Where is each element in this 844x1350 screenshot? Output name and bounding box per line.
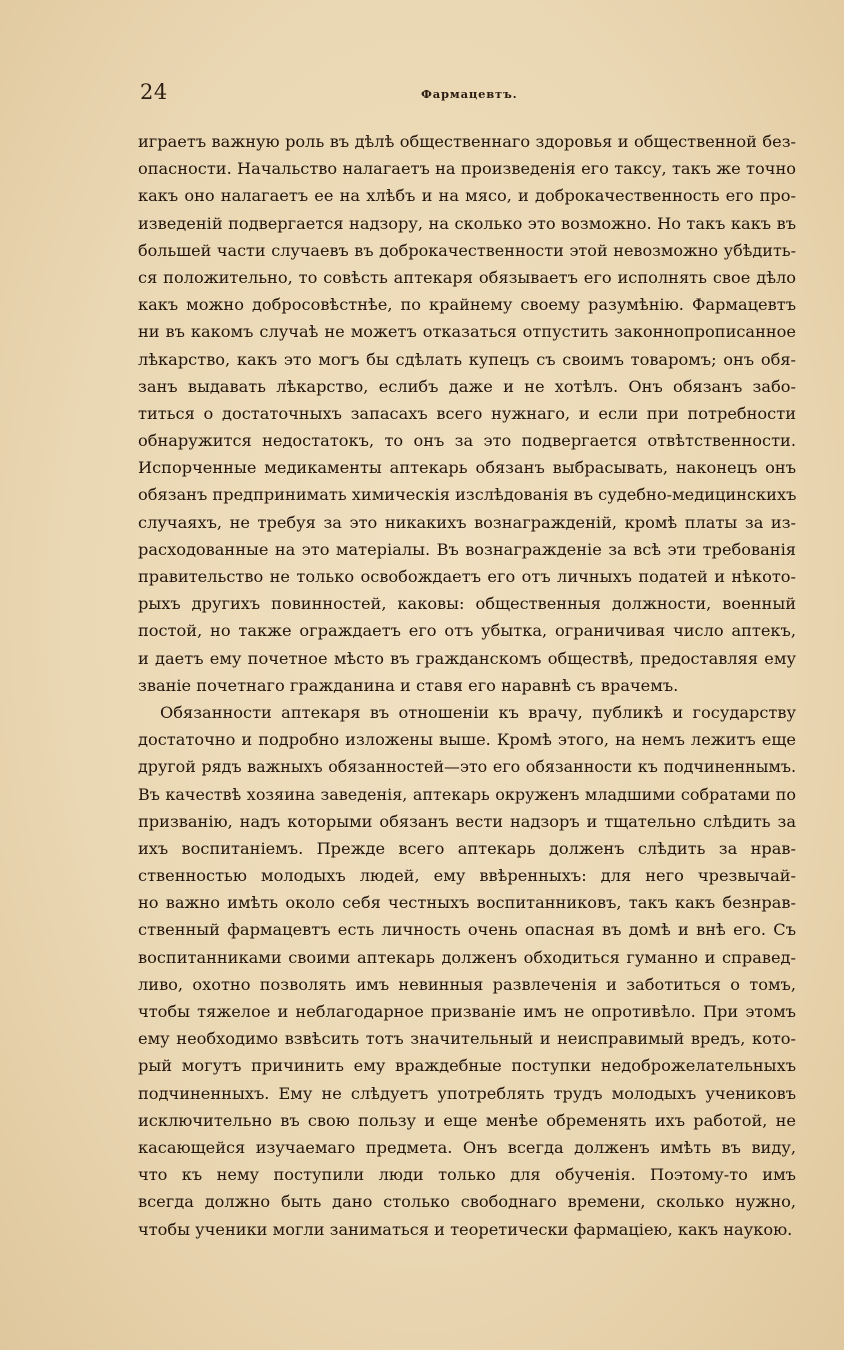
text-line: опасности. Начальство налагаетъ на произведенія его таксу, такъ же точно	[138, 159, 796, 179]
text-line: касающейся изучаемаго предмета. Онъ всегда долженъ имѣть въ виду,	[138, 1137, 796, 1157]
text-line: рый могутъ причинить ему враждебные поступки недоброжелательныхъ	[138, 1056, 796, 1076]
text-line: званіе почетнаго гражданина и ставя его наравнѣ съ врачемъ.	[138, 675, 679, 695]
text-line: чтобы тяжелое и неблагодарное призваніе имъ не опротивѣло. При этомъ	[138, 1002, 796, 1021]
text-line: ственностью молодыхъ людей, ему ввѣренныхъ: для него чрезвычай-	[138, 866, 796, 886]
body-text	[138, 128, 796, 1243]
text-line: подчиненныхъ. Ему не слѣдуетъ употреблять трудъ молодыхъ учениковъ	[138, 1083, 796, 1103]
text-line: исключительно въ свою пользу и еще менѣе обременять ихъ работой, не	[138, 1110, 796, 1130]
text-line: обнаружится недостатокъ, то онъ за это подвергается отвѣтственности.	[138, 431, 796, 451]
text-line: какъ оно налагаетъ ее на хлѣбъ и на мясо, и доброкачественность его про-	[138, 186, 796, 206]
text-line: постой, но также ограждаетъ его отъ убытка, ограничивая число аптекъ,	[138, 621, 796, 641]
text-line: чтобы ученики могли заниматься и теоретически фармаціею, какъ наукою.	[138, 1219, 793, 1239]
text-line: ихъ воспитаніемъ. Прежде всего аптекарь долженъ слѣдить за нрав-	[138, 838, 796, 858]
text-line: ся положительно, то совѣсть аптекаря обязываетъ его исполнять свое дѣло	[138, 267, 796, 287]
text-line: ливо, охотно позволять имъ невинныя развлеченія и заботиться о томъ,	[138, 974, 796, 994]
text-line: всегда должно быть дано столько свободнаго времени, сколько нужно,	[138, 1192, 796, 1212]
text-line: ственный фармацевтъ есть личность очень опасная въ домѣ и внѣ его. Съ	[138, 920, 796, 940]
text-line: Испорченные медикаменты аптекарь обязанъ выбрасывать, наконецъ онъ	[138, 458, 796, 478]
text-line: Въ качествѣ хозяина заведенія, аптекарь окруженъ младшими собратами по	[138, 784, 796, 804]
text-line: занъ выдавать лѣкарство, еслибъ даже и не хотѣлъ. Онъ обязанъ забо-	[138, 376, 796, 396]
text-line: Обязанности аптекаря въ отношеніи къ врачу, публикѣ и государству	[160, 702, 796, 722]
text-line: что къ нему поступили люди только для обученія. Поэтому-то имъ	[138, 1165, 796, 1185]
paragraph	[138, 699, 796, 1243]
text-line: рыхъ другихъ повинностей, каковы: общественныя должности, военный	[138, 594, 796, 614]
page-header	[138, 78, 798, 112]
text-line: какъ можно добросовѣстнѣе, по крайнему своему разумѣнію. Фармацевтъ	[138, 295, 796, 315]
text-line: другой рядъ важныхъ обязанностей—это его обязанности къ подчиненнымъ.	[138, 757, 796, 777]
text-line: играетъ важную роль въ дѣлѣ общественнаго здоровья и общественной без-	[138, 132, 796, 151]
text-line: и даетъ ему почетное мѣсто въ гражданскомъ обществѣ, предоставляя ему	[138, 648, 796, 668]
paragraph	[138, 128, 796, 699]
text-line: случаяхъ, не требуя за это никакихъ вознагражденій, кромѣ платы за из-	[138, 512, 796, 532]
text-line: титься о достаточныхъ запасахъ всего нужнаго, и если при потребности	[138, 403, 796, 423]
text-line: призванію, надъ которыми обязанъ вести надзоръ и тщательно слѣдить за	[138, 811, 796, 831]
text-line: ему необходимо взвѣсить тотъ значительный и неисправимый вредъ, кото-	[138, 1029, 796, 1049]
text-line: но важно имѣть около себя честныхъ воспитанниковъ, такъ какъ безнрав-	[138, 893, 796, 913]
text-line: правительство не только освобождаетъ его отъ личныхъ податей и нѣкото-	[138, 567, 796, 586]
text-line: достаточно и подробно изложены выше. Кромѣ этого, на немъ лежитъ еще	[138, 730, 796, 750]
text-line: обязанъ предпринимать химическія изслѣдованія въ судебно-медицинскихъ	[138, 485, 796, 505]
text-line: воспитанниками своими аптекарь долженъ обходиться гуманно и справед-	[138, 947, 796, 967]
page-number: 24	[140, 80, 168, 104]
text-line: ни въ какомъ случаѣ не можетъ отказаться отпустить законнопрописанное	[138, 322, 796, 342]
running-title: Фармацевтъ.	[421, 87, 518, 101]
text-line: расходованные на это матеріалы. Въ вознагражденіе за всѣ эти требованія	[138, 539, 796, 559]
text-line: большей части случаевъ въ доброкачественности этой невозможно убѣдить-	[138, 240, 796, 260]
text-line: лѣкарство, какъ это могъ бы сдѣлать купецъ съ своимъ товаромъ; онъ обя-	[138, 349, 796, 369]
text-line: изведеній подвергается надзору, на сколько это возможно. Но такъ какъ въ	[138, 213, 796, 233]
